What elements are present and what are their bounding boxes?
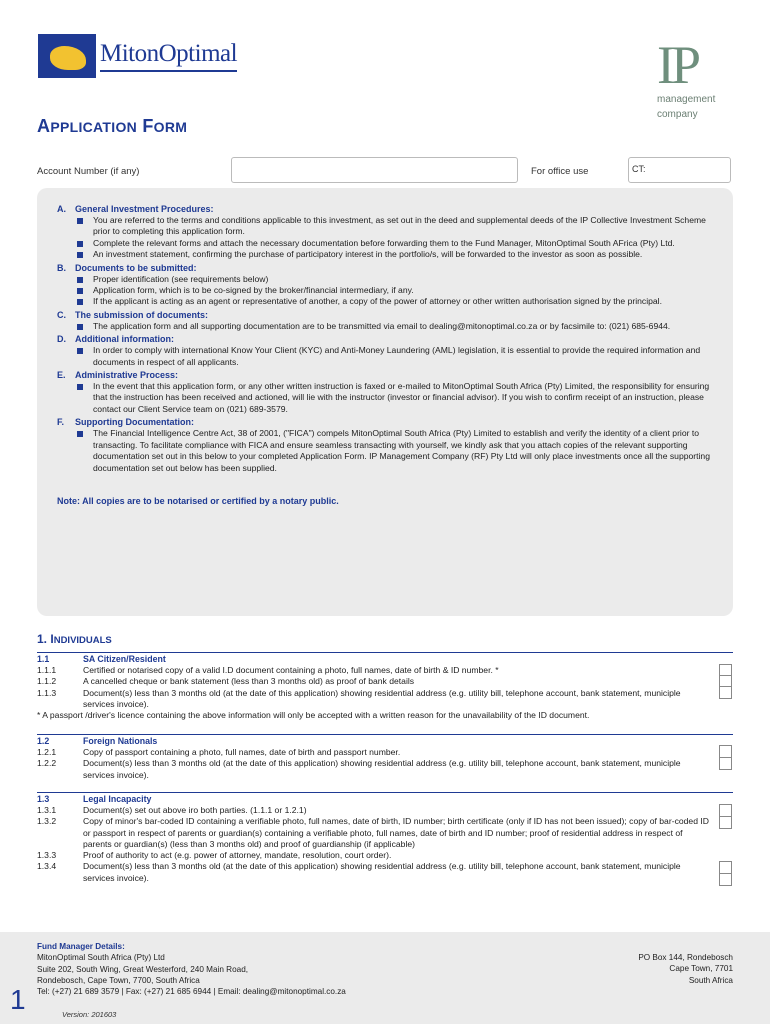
section-heading: F. Supporting Documentation: xyxy=(57,417,194,428)
requirement-row: 1.1.2 A cancelled cheque or bank statement (less than 3 months old) as proof of bank details xyxy=(37,676,415,687)
section-heading: C. The submission of documents: xyxy=(57,309,209,320)
version-label: Version: 201603 xyxy=(62,1010,117,1019)
account-number-label: Account Number (if any) xyxy=(37,166,140,177)
lion-icon xyxy=(38,34,96,78)
square-bullet-icon xyxy=(77,277,83,283)
checkbox-1-1-3[interactable] xyxy=(719,686,732,699)
requirement-row: 1.2.1 Copy of passport containing a photo, full names, date of birth and passport number. xyxy=(37,747,401,757)
ip-logo-sub2: company xyxy=(657,109,698,120)
bullet-item: In the event that this application form, or any other written instruction is faxed or e-mailed to MitonOptimal South Africa (Pty) Limited, the responsibility for ensuring that the instruction has been received and actioned, will lie with the instructor (investor or financial advisor). If you wish to confirm receipt of an instruction, please contact our Client Service team on (021) 689-3579. xyxy=(77,381,713,415)
checkbox-1-2-2[interactable] xyxy=(719,757,732,770)
bullet-item: Complete the relevant forms and attach the necessary documentation before forwarding them to the Fund Manager, MitonOptimal South AFrica (Pty) Ltd. xyxy=(77,238,713,249)
bullet-item: In order to comply with international Know Your Client (KYC) and Anti-Money Laundering (AML) legislation, it is essential to provide the required information and documents in respect of all applicants. xyxy=(77,345,713,368)
bullet-item: An investment statement, confirming the purchase of participatory interest in the portfolio/s, will be forwarded to the investor as soon as possible. xyxy=(77,249,713,260)
group-heading: 1.2 Foreign Nationals xyxy=(37,734,733,747)
square-bullet-icon xyxy=(77,384,83,390)
requirement-row: 1.3.3 Proof of authority to act (e.g. power of attorney, mandate, resolution, court order). xyxy=(37,850,392,861)
requirement-row: 1.1.1 Certified or notarised copy of a valid I.D document containing a photo, full names, date of birth & ID number. * xyxy=(37,665,499,675)
bullet-item: You are referred to the terms and conditions applicable to this investment, as set out in the deed and supplemental deeds of the IP Collective Investment Scheme prior to completing this application form. xyxy=(77,215,713,238)
ip-logo-sub1: management xyxy=(657,94,716,105)
requirement-row: 1.3.2 Copy of minor's bar-coded ID containing a verifiable photo, full names, date of birth, ID number; birth certificate (only if ID has not been issued); copy of bar-coded ID or passport in respect of parents or guardian(s) containing a verifiable photo, full names, date of birth and ID number; proof of residential address in respect of parents or guardian(s) (less than 3 months old) and proof of guardianship (if applicable) xyxy=(37,816,709,849)
group-heading: 1.3 Legal Incapacity xyxy=(37,792,733,805)
fund-manager-details: Fund Manager Details: MitonOptimal South Africa (Pty) Ltd Suite 202, South Wing, Great Westerford, 240 Main Road, Rondebosch, Cape Town, 7700, South Africa Tel: (+27) 21 689 3579 | Fax: (+27) 21 685 6944 | Email: dealing@mitonoptimal.co.za xyxy=(37,942,346,997)
square-bullet-icon xyxy=(77,241,83,247)
square-bullet-icon xyxy=(77,431,83,437)
square-bullet-icon xyxy=(77,324,83,330)
section-heading: B. Documents to be submitted: xyxy=(57,262,197,273)
bullet-item: The Financial Intelligence Centre Act, 38 of 2001, ("FICA") compels MitonOptimal South Africa (Pty) Limited to establish and verify the identity of a client prior to transacting. To facilitate compliance with FICA and ensure seamless transacting with yourself, we kindly ask that you attach copies of the relevant supporting documentation set out in this below to your completed Application Form. IP Management Company (RF) Pty Ltd will only place investments once all the supporting documentation set out below has been supplied. xyxy=(77,428,713,474)
account-number-field[interactable] xyxy=(231,157,518,183)
ip-management-logo xyxy=(657,35,737,120)
office-use-field[interactable] xyxy=(628,157,731,183)
group-heading: 1.1 SA Citizen/Resident xyxy=(37,652,733,665)
mitonoptimal-logo-text: MitonOptimal xyxy=(100,40,237,72)
section-heading: E. Administrative Process: xyxy=(57,370,179,381)
individuals-title: 1. INDIVIDUALS xyxy=(37,632,112,646)
square-bullet-icon xyxy=(77,288,83,294)
requirement-row: 1.3.1 Document(s) set out above iro both parties. (1.1.1 or 1.2.1) xyxy=(37,805,307,815)
mitonoptimal-logo xyxy=(38,34,276,78)
square-bullet-icon xyxy=(77,252,83,258)
group-sa-citizen xyxy=(37,652,733,721)
requirement-row: 1.2.2 Document(s) less than 3 months old (at the date of this application) showing residential address (e.g. utility bill, telephone account, bank statement, municiple services invoice). xyxy=(37,758,681,780)
bullet-item: Proper identification (see requirements below) xyxy=(77,274,713,285)
page-number: 1 xyxy=(10,984,26,1015)
instructions-panel xyxy=(37,188,733,616)
checkbox-1-3-4[interactable] xyxy=(719,873,732,886)
section-heading: D. Additional information: xyxy=(57,334,174,345)
contact-line: Tel: (+27) 21 689 3579 | Fax: (+27) 21 685 6944 | Email: dealing@mitonoptimal.co.za xyxy=(37,987,346,997)
ct-label: CT: xyxy=(632,164,646,174)
page-title: APPLICATION FORM xyxy=(37,116,188,136)
bullet-item: Application form, which is to be co-signed by the broker/financial intermediary, if any. xyxy=(77,285,713,296)
bullet-item: The application form and all supporting documentation are to be transmitted via email to dealing@mitonoptimal.co.za or by facsimile to: (021) 685-6944. xyxy=(77,321,713,332)
office-use-label: For office use xyxy=(531,166,589,177)
footer xyxy=(0,932,770,1024)
bullet-item: If the applicant is acting as an agent or representative of another, a copy of the power of attorney or other written authorisation signed by the principal. xyxy=(77,296,713,307)
notary-note: Note: All copies are to be notarised or certified by a notary public. xyxy=(57,495,339,506)
square-bullet-icon xyxy=(77,299,83,305)
square-bullet-icon xyxy=(77,348,83,354)
group-legal-incapacity xyxy=(37,792,733,884)
group-foreign-nationals xyxy=(37,734,733,781)
section-heading: A. General Investment Procedures: xyxy=(57,204,214,214)
checkbox-1-3-2[interactable] xyxy=(719,816,732,829)
ip-logo-letters: IP xyxy=(657,35,698,95)
requirement-row: 1.1.3 Document(s) less than 3 months old (at the date of this application) showing residential address (e.g. utility bill, telephone account, bank statement, municiple services invoice). xyxy=(37,687,681,709)
id-footnote: * A passport /driver's licence containing the above information will only be accepted with a written reason for the unavailability of the ID document. xyxy=(37,710,590,721)
square-bullet-icon xyxy=(77,218,83,224)
postal-address: PO Box 144, Rondebosch Cape Town, 7701 South Africa xyxy=(638,953,733,985)
requirement-row: 1.3.4 Document(s) less than 3 months old (at the date of this application) showing residential address (e.g. utility bill, telephone account, bank statement, municiple services invoice). xyxy=(37,861,681,883)
